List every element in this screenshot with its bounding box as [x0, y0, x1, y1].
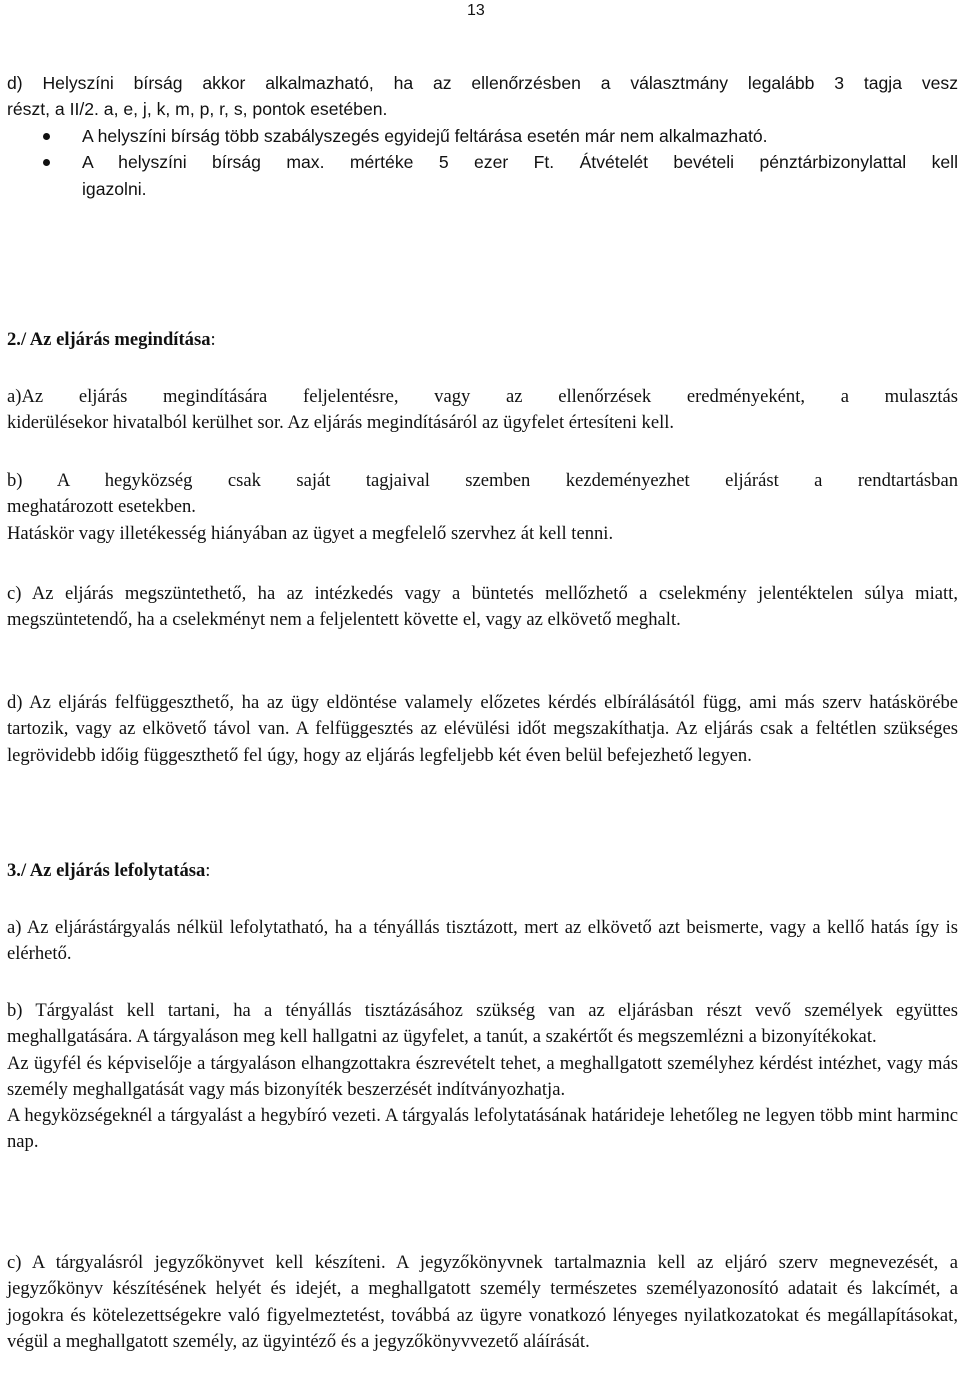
intro-bullet-list [7, 123, 958, 202]
list-item [7, 123, 958, 149]
page-number: 13 [467, 2, 485, 19]
section-3-paragraph-b [7, 998, 958, 1156]
section-2-d-text: d) Az eljárás felfüggeszthető, ha az ügy eldöntése valamely előzetes kérdés elbírálásától függ, ami más szerv hatáskörébe tartozik, vagy az elkövető távol van. A felfüggesztés az elévülési időt megszakíthatja. Az eljárás csak a feltétlen szükséges legrövidebb időig függeszthető fel úgy, hogy az eljárás legfeljebb két éven belül befejezhető legyen. [7, 692, 958, 766]
intro-d-line2: részt, a II/2. a, e, j, k, m, p, r, s, pontok esetében. [7, 99, 388, 120]
section-3-b-paragraph-2: Az ügyfél és képviselője a tárgyaláson elhangzottakra észrevételt tehet, a meghallgatott személyhez kérdést intézhet, vagy más személy meghallgatását vagy más bizonyíték beszerzését indítványozhatja. [7, 1052, 958, 1100]
section-3-c-text: c) A tárgyalásról jegyzőkönyvet kell készíteni. A jegyzőkönyvnek tartalmaznia kell az eljáró szerv megnevezését, a jegyzőkönyv készítésének helyét és idejét, a meghallgatott személy természetes személyazonosító adatait és lakcímét, a jogokra és kötelezettségekre való figyelmeztetést, továbbá az ügyre vonatkozó lényeges nyilatkozatokat és megállapításokat, végül a meghallgatott személy, az ügyintéző és a jegyzőkönyvvezető aláírását. [7, 1252, 958, 1352]
section-2-title: / Az eljárás megindítása [20, 329, 211, 350]
intro-paragraph-d [7, 70, 958, 123]
section-2-paragraph-a [7, 384, 958, 437]
section-2-b-line3: Hatáskör vagy illetékesség hiányában az ügyet a megfelelő szervhez át kell tenni. [7, 522, 614, 544]
section-2-colon: : [210, 329, 216, 350]
section-3-number: 3. [7, 860, 21, 881]
section-2-c-text: c) Az eljárás megszüntethető, ha az intézkedés vagy a büntetés mellőzhető a cselekmény jelentéktelen súlya miatt, megszüntetendő, ha a cselekményt nem a feljelentett követte el, vagy az elkövető meghalt. [7, 583, 958, 631]
bullet-text: A helyszíni bírság max. mértéke 5 ezer Ft. Átvételét bevételi pénztárbizonylattal kell [82, 152, 958, 173]
section-2-a-line1: a)Az eljárás megindítására feljelentésre, vagy az ellenőrzések eredményeként, a mulasztás [7, 386, 958, 407]
section-2-number: 2. [7, 329, 21, 350]
list-item [7, 149, 958, 175]
section-3-paragraph-c [7, 1250, 958, 1355]
section-2-paragraph-b [7, 468, 958, 547]
section-2-b-line1: b) A hegyközség csak saját tagjaival szemben kezdeményezhet eljárást a rendtartásban [7, 470, 958, 491]
section-2-b-line2: meghatározott esetekben. [7, 496, 196, 518]
section-2-a-line2: kiderülésekor hivatalból kerülhet sor. Az eljárás megindításáról az ügyfelet értesíteni kell. [7, 412, 675, 434]
section-3-b-paragraph-3: A hegyközségeknél a tárgyalást a hegybíró vezeti. A tárgyalás lefolytatásának határideje lehetőleg ne legyen több mint harminc nap. [7, 1105, 958, 1153]
bullet-icon [43, 133, 50, 140]
section-2-paragraph-c [7, 581, 958, 634]
section-3-paragraph-a [7, 915, 958, 968]
section-2-paragraph-d [7, 690, 958, 769]
bullet-icon [43, 159, 50, 166]
list-item-continuation [7, 176, 958, 202]
section-2-heading [7, 327, 216, 353]
intro-d-line1: d) Helyszíni bírság akkor alkalmazható, ha az ellenőrzésben a választmány legalább 3 tagja vesz [7, 73, 958, 93]
bullet-text: igazolni. [82, 178, 147, 199]
bullet-text: A helyszíni bírság több szabályszegés egyidejű feltárása esetén már nem alkalmazható. [82, 126, 768, 146]
section-3-colon: : [205, 860, 211, 881]
section-3-a-text: a) Az eljárástárgyalás nélkül lefolytatható, ha a tényállás tisztázott, mert az elkövető azt beismerte, vagy a kellő hatás így is elérhető. [7, 917, 958, 965]
section-3-title: / Az eljárás lefolytatása [20, 860, 206, 881]
section-3-b-text: b) Tárgyalást kell tartani, ha a tényállás tisztázásához szükség van az eljárásban részt vevő személyek együttes meghallgatására. A tárgyaláson meg kell hallgatni az ügyfelet, a tanút, a szakértőt és megszemlézni a bizonyítékokat. [7, 1000, 958, 1048]
section-3-heading [7, 858, 210, 884]
